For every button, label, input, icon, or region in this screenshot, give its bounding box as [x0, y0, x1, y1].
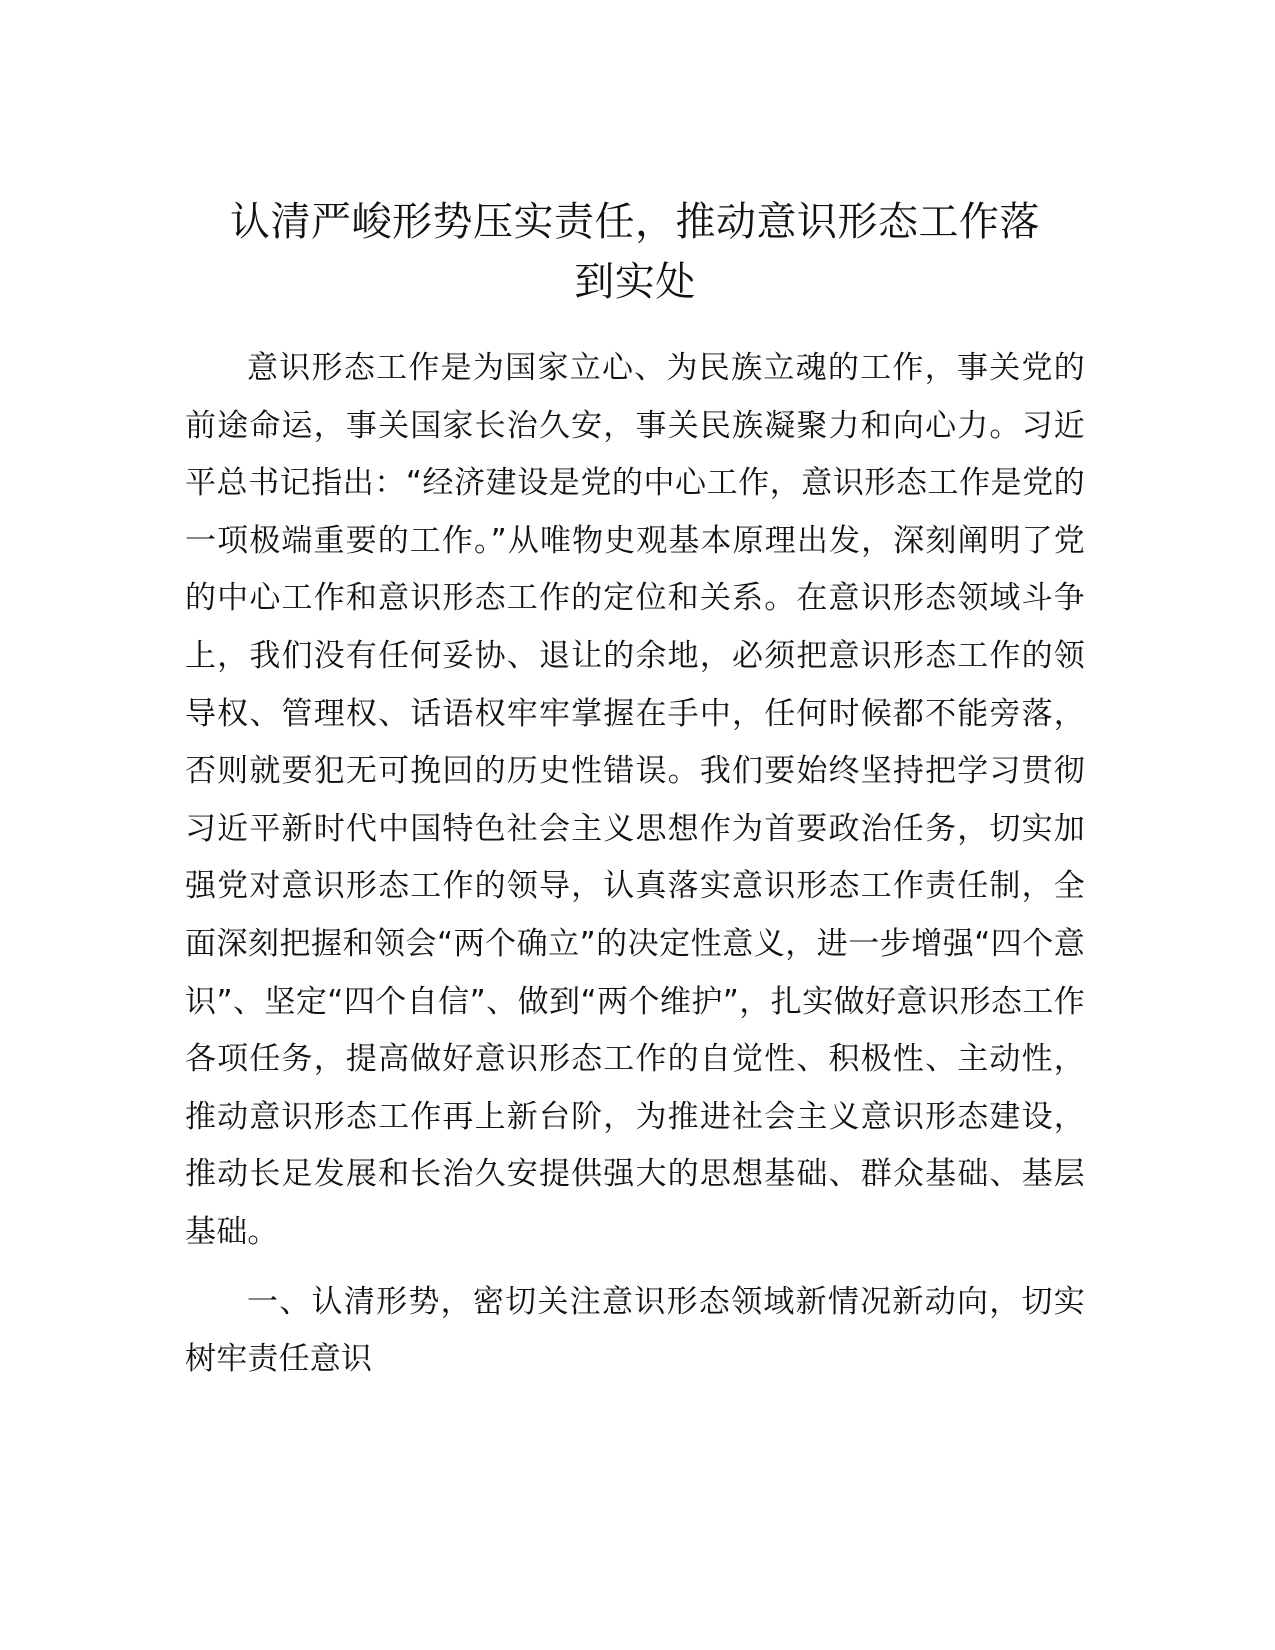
document-content	[185, 192, 1085, 1389]
intro-paragraph: 意识形态工作是为国家立心、为民族立魂的工作，事关党的前途命运，事关国家长治久安，事关民族凝聚力和向心力。习近平总书记指出：“经济建设是党的中心工作，意识形态工作是党的一项极端重要的工作。”从唯物史观基本原理出发，深刻阐明了党的中心工作和意识形态工作的定位和关系。在意识形态领域斗争上，我们没有任何妥协、退让的余地，必须把意识形态工作的领导权、管理权、话语权牢牢掌握在手中，任何时候都不能旁落，否则就要犯无可挽回的历史性错误。我们要始终坚持把学习贯彻习近平新时代中国特色社会主义思想作为首要政治任务，切实加强党对意识形态工作的领导，认真落实意识形态工作责任制，全面深刻把握和领会“两个确立”的决定性意义，进一步增强“四个意识”、坚定“四个自信”、做到“两个维护”，扎实做好意识形态工作各项任务，提高做好意识形态工作的自觉性、积极性、主动性，推动意识形态工作再上新台阶，为推进社会主义意识形态建设，推动长足发展和长治久安提供强大的思想基础、群众基础、基层基础。	[185, 350, 1085, 1250]
section-heading-1: 一、认清形势，密切关注意识形态领域新情况新动向，切实树牢责任意识	[185, 1283, 1085, 1378]
title-line-1: 认清严峻形势压实责任，推动意识形态工作落	[230, 199, 1040, 245]
title-line-2: 到实处	[574, 259, 696, 305]
document-body	[185, 340, 1085, 1389]
document-title	[185, 192, 1085, 312]
